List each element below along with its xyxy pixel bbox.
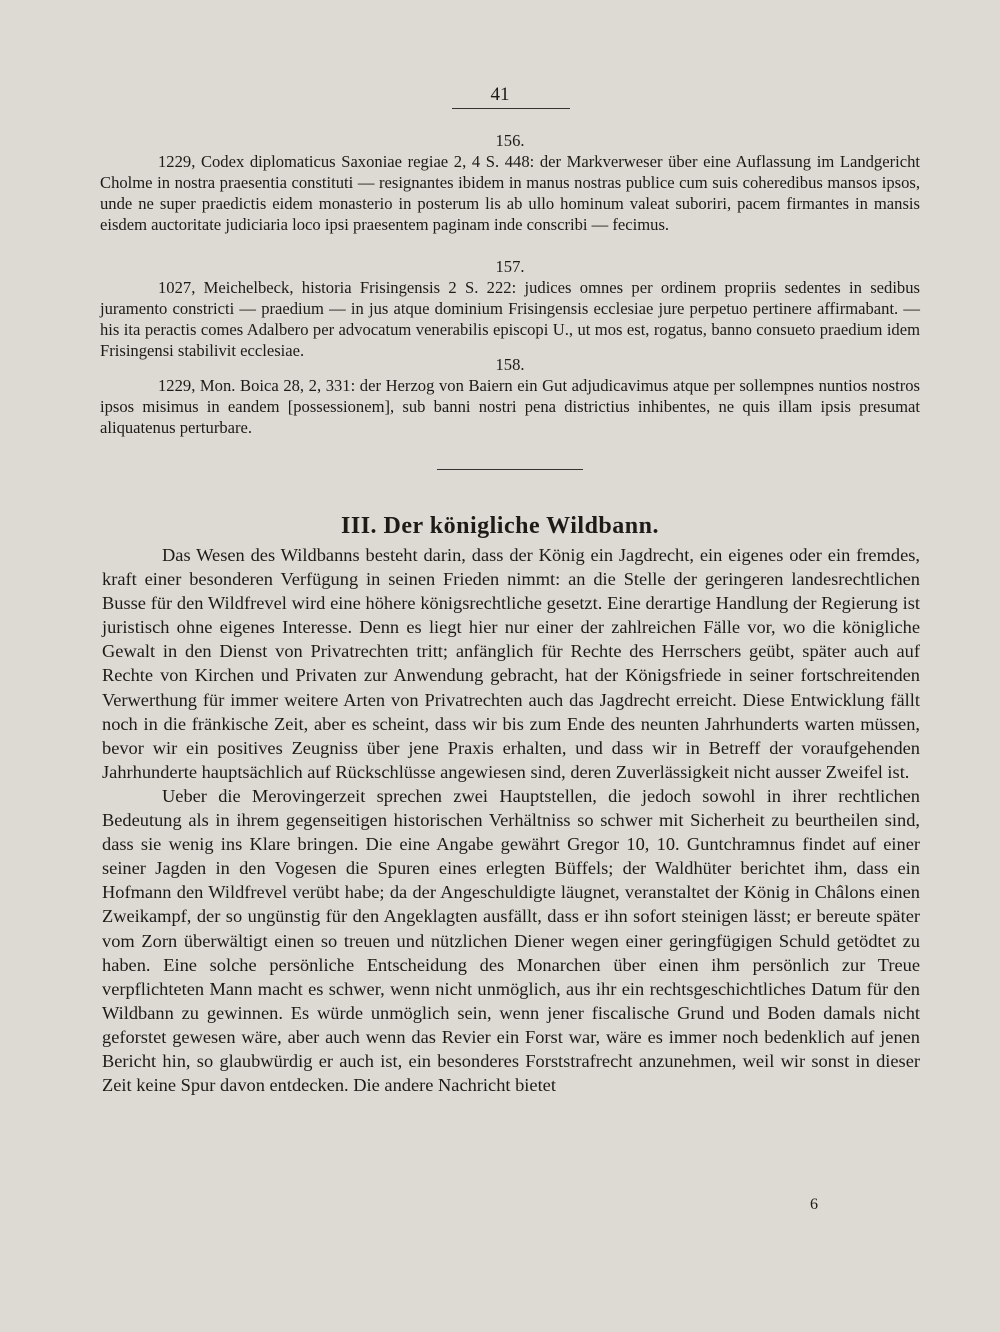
note-157: [100, 256, 920, 361]
section-heading: III. Der königliche Wildbann.: [341, 513, 659, 539]
note-text: 1229, Mon. Boica 28, 2, 331: der Herzog von Baiern ein Gut adjudicavimus atque per sollempnes nuntios nostros ipsos misimus in eandem [possessionem], sub banni nostri pena districtius inhibentes, ne quis illam ipsis presumat aliquatenus perturbare.: [100, 376, 920, 437]
signature-mark: 6: [810, 1196, 818, 1213]
note-text: 1229, Codex diplomaticus Saxoniae regiae 2, 4 S. 448: der Markverweser über eine Auflassung im Landgericht Cholme in nostra praesentia constituti — resignantes ibidem in manus nostras publice cum suis coheredibus mansos ipsos, unde ne super praedictis eidem monasterio in posterum lis ab ullo hominum valeat suboriri, pacem firmantes in mansis eisdem auctoritate judiciaria loco ipsi praesentem paginam inde conscribi — fecimus.: [100, 152, 920, 234]
page-number: 41: [490, 84, 510, 105]
note-156: [100, 130, 920, 235]
body-text: [102, 543, 920, 1097]
note-number: 158.: [495, 355, 525, 374]
paragraph: Ueber die Merovingerzeit sprechen zwei Hauptstellen, die jedoch sowohl in ihrer rechtlichen Bedeutung als in ihrem gegenseitigen historischen Verhältniss so schwer mit Sicherheit zu beurtheilen sind, dass sie wenig ins Klare bringen. Die eine Angabe gewährt Gregor 10, 10. Guntchramnus findet auf einer seiner Jagden in den Vogesen die Spuren eines erlegten Büffels; der Waldhüter berichtet ihm, dass ein Hofmann den Wildfrevel verübt habe; da der Angeschuldigte läugnet, veranstaltet der König in Châlons einen Zweikampf, der so ungünstig für den Angeklagten ausfällt, dass er ihn sofort steinigen lässt; er bereute später vom Zorn überwältigt einen so treuen und nützlichen Diener wegen einer geringfügigen Schuld getödtet zu haben. Eine solche persönliche Entscheidung des Monarchen über einen ihm persönlich zur Treue verpflichteten Mann macht es schwer, wenn nicht unmöglich, aus ihr ein rechtsgeschichtliches Datum für den Wildbann zu gewinnen. Es würde unmöglich sein, wenn jener fiscalische Grund und Boden damals nicht geforstet gewesen wäre, aber auch wenn das Revier ein Forst war, wäre es immer noch bedenklich auf jenen Bericht hin, so glaubwürdig er auch ist, ein besonderes Forststrafrecht anzunehmen, weil wir sonst in dieser Zeit keine Spur davon entdecken. Die andere Nachricht bietet: [102, 785, 920, 1096]
section-separator: [437, 469, 583, 470]
note-text: 1027, Meichelbeck, historia Frisingensis 2 S. 222: judices omnes per ordinem propriis sedentes in sedibus juramento constricti — praedium — in jus atque dominium Frisingensis ecclesiae jure perpetuo pertinere affirmabant. — his ita peractis comes Adalbero per advocatum venerabilis episcopi U., ut mos est, rogatus, banno consueto praedium idem Frisingensi stabilivit ecclesiae.: [100, 278, 920, 360]
header-rule: [452, 108, 570, 109]
paragraph: Das Wesen des Wildbanns besteht darin, dass der König ein Jagdrecht, ein eigenes oder ein fremdes, kraft einer besonderen Verfügung in seinen Frieden nimmt: an die Stelle der geringeren landesrechtlichen Busse für den Wildfrevel wird eine höhere königsrechtliche gesetzt. Eine derartige Handlung der Regierung ist juristisch ohne eigenes Interesse. Denn es liegt hier nur einer der zahlreichen Fälle vor, wo die königliche Gewalt in den Dienst von Privatrechten tritt; anfänglich für Rechte des Herrschers geübt, später auch auf Rechte von Kirchen und Privaten zur Anwendung gebracht, hat der Königsfriede in seiner fortschreitenden Verwerthung für immer weitere Arten von Privatrechten auch das Jagdrecht erreicht. Diese Entwicklung fällt noch in die fränkische Zeit, aber es scheint, dass wir bis zum Ende des neunten Jahrhunderts warten müssen, bevor wir ein positives Zeugniss über jene Praxis erhalten, und dass wir in Betreff der voraufgehenden Jahrhunderte hauptsächlich auf Rückschlüsse angewiesen sind, deren Zuverlässigkeit nicht ausser Zweifel ist.: [102, 545, 920, 782]
note-158: [100, 354, 920, 438]
note-number: 157.: [495, 257, 525, 276]
note-number: 156.: [495, 131, 525, 150]
